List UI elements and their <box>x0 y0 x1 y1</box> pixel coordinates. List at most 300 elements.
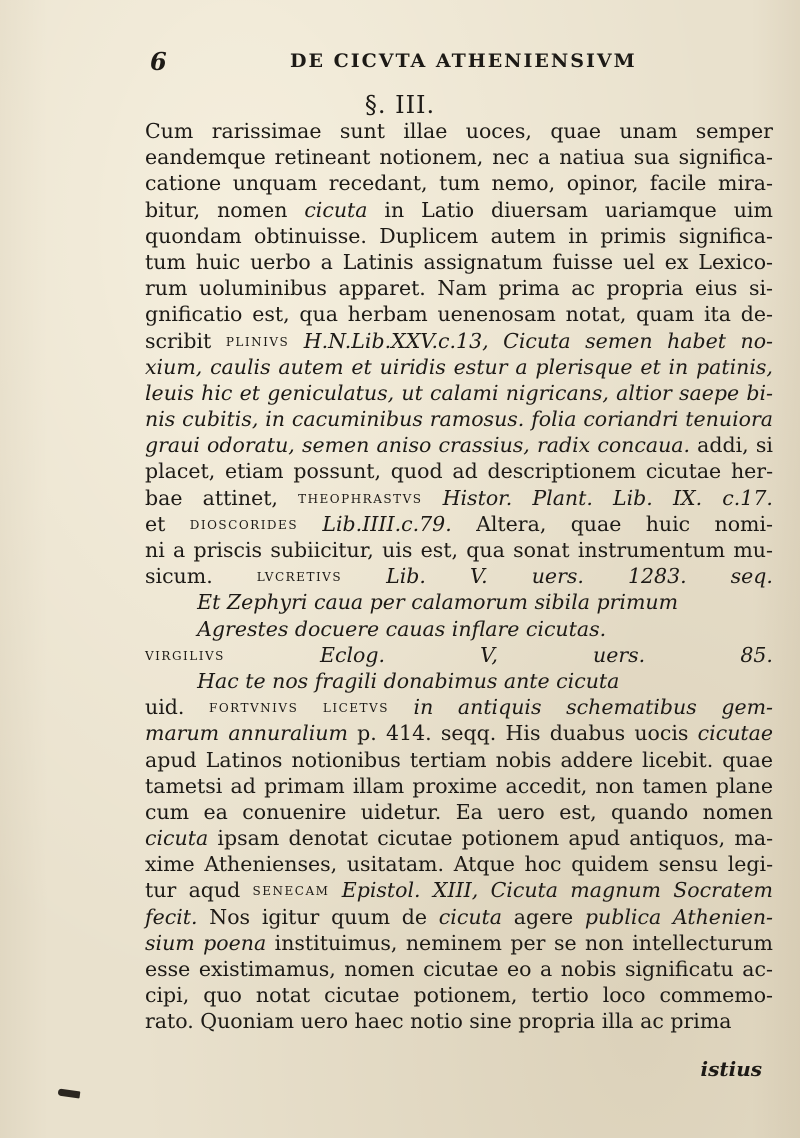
text-word: eandemque <box>145 145 266 170</box>
section-heading: §. III. <box>364 91 436 119</box>
text-word: bitur, <box>145 197 201 222</box>
text-line <box>145 668 773 694</box>
ink-mark <box>58 1089 81 1099</box>
text-line <box>145 249 773 275</box>
text-word: licetvs <box>322 697 389 718</box>
text-word: aniso <box>376 433 432 458</box>
text-word: Epistol. <box>341 878 421 903</box>
text-word: xime <box>145 852 195 877</box>
text-word: uariamque <box>604 197 717 222</box>
text-line <box>145 485 773 511</box>
text-word: Lib.IIII.c.79. <box>322 511 452 536</box>
text-word: hoc <box>524 852 562 877</box>
text-word: annuralium <box>228 721 348 746</box>
text-word: virgilivs <box>145 644 225 665</box>
text-word: Plant. <box>532 485 593 510</box>
body-text <box>145 118 773 1035</box>
text-word: huic <box>645 511 691 536</box>
text-word: folia <box>531 407 577 432</box>
text-word: nomi- <box>714 511 773 536</box>
text-line <box>145 432 773 458</box>
text-word: radix <box>536 433 591 458</box>
text-word: notionibus <box>291 747 401 772</box>
text-word: placet, <box>145 459 216 484</box>
text-word: nemo, <box>491 171 556 196</box>
text-word: Lexico- <box>698 249 773 274</box>
text-word: plerisque <box>535 354 633 379</box>
text-word: gnificatio <box>145 302 243 327</box>
text-word: tum <box>145 249 186 274</box>
text-word: sensu <box>658 852 719 877</box>
text-word: primis <box>600 223 667 248</box>
text-word: magnum <box>570 878 661 903</box>
text-word: sonat <box>513 538 570 562</box>
text-word: cicuta <box>438 904 502 929</box>
text-word: Ea <box>455 799 483 824</box>
text-word: tamen <box>642 773 708 798</box>
text-word: semper <box>695 119 773 143</box>
text-word: in <box>384 197 405 222</box>
text-word: uers. <box>531 564 584 589</box>
text-word: addere <box>560 747 633 772</box>
text-line <box>145 1008 773 1034</box>
text-word: quando <box>611 799 689 824</box>
text-word: uidetur. <box>360 799 442 824</box>
text-word: intellecturum <box>632 930 773 955</box>
text-word: graui <box>145 433 200 458</box>
text-word: esse <box>145 957 191 981</box>
text-word: quae <box>570 511 622 536</box>
text-word: mira- <box>718 171 773 196</box>
text-segment: Agrestes docuere cauas inflare cicutas. <box>145 616 607 641</box>
text-line <box>145 694 773 720</box>
text-word: uid. <box>145 695 185 720</box>
text-word: bae <box>145 485 183 510</box>
text-word: Altera, <box>476 511 547 536</box>
text-word: Lib. <box>613 485 653 510</box>
text-word: retineant <box>274 145 371 170</box>
text-word: nis <box>145 407 176 432</box>
text-word: XIII, <box>432 878 479 903</box>
text-word: ni <box>145 538 165 562</box>
text-word: semen <box>585 328 653 353</box>
text-word: et <box>239 380 260 405</box>
text-word: de- <box>740 302 773 327</box>
text-line <box>145 825 773 851</box>
text-word: marum <box>145 721 220 746</box>
text-word: antiquos, <box>629 826 726 851</box>
text-word: nec <box>492 145 530 170</box>
text-word: V, <box>480 642 498 667</box>
text-word: V. <box>469 564 488 589</box>
text-word: ad <box>230 773 256 798</box>
text-word: significa- <box>678 223 773 248</box>
text-word: opinor, <box>566 171 639 196</box>
text-word: uocis <box>634 721 689 746</box>
text-word: c.17. <box>722 485 773 510</box>
text-word: et <box>351 354 372 379</box>
text-line <box>145 720 773 746</box>
text-word: mu- <box>733 538 773 562</box>
text-word: a <box>173 538 186 562</box>
text-word: subiicitur, <box>270 538 374 562</box>
text-word: est, <box>252 302 290 327</box>
text-word: sunt <box>339 119 385 143</box>
text-word: Duplicem <box>379 223 479 248</box>
text-word: nomen <box>702 799 773 824</box>
text-word: ad <box>452 459 478 484</box>
text-word: seq. <box>730 564 773 589</box>
text-word: uim <box>733 197 773 222</box>
text-word: cicuta <box>304 197 368 222</box>
text-line <box>145 956 773 982</box>
text-line <box>145 799 773 825</box>
text-segment: Et Zephyri caua per calamorum sibila primum <box>145 590 679 615</box>
text-word: unquam <box>232 171 318 196</box>
text-word: si- <box>748 276 773 301</box>
running-title: DE CICVTA ATHENIENSIVM <box>290 50 637 72</box>
text-line <box>145 275 773 301</box>
text-word: notionem, <box>379 145 484 170</box>
text-word: Athenien- <box>672 904 773 929</box>
text-word: Latinis <box>342 249 414 274</box>
text-word: et <box>145 511 166 536</box>
text-word: her- <box>730 459 773 484</box>
text-word: uel <box>623 249 655 274</box>
text-word: loco <box>602 983 646 1008</box>
text-word: tenuiora <box>685 407 773 432</box>
text-word: usitatam. <box>346 852 445 877</box>
text-word: leuis <box>145 380 194 405</box>
text-word: Socratem <box>673 878 773 903</box>
text-word: cicutae <box>697 721 773 746</box>
text-word: in <box>568 223 588 248</box>
text-word: natiua <box>559 145 625 170</box>
text-word: huic <box>195 249 241 274</box>
text-word: assignatum <box>423 249 543 274</box>
text-word: neminem <box>405 930 502 955</box>
text-word: a <box>539 957 553 981</box>
text-word: 85. <box>740 642 773 667</box>
text-word: unam <box>619 119 678 143</box>
text-line <box>145 380 773 406</box>
text-word: p. <box>357 721 377 746</box>
text-word: quo <box>203 983 242 1008</box>
text-word: calami <box>430 380 499 405</box>
text-word: Latinos <box>205 747 283 772</box>
text-word: potionem <box>461 826 560 851</box>
text-line <box>145 328 773 354</box>
text-word: tertio <box>531 983 589 1008</box>
text-word: tertiam <box>409 747 487 772</box>
text-word: apud <box>568 826 621 851</box>
text-word: antiquis <box>457 695 542 720</box>
text-word: ramosus. <box>429 407 525 432</box>
text-word: uoluminibus <box>199 276 327 301</box>
text-word: in <box>265 407 285 432</box>
text-word: cipi, <box>145 983 190 1008</box>
text-word: significatu <box>624 957 734 981</box>
text-segment: rato. Quoniam uero haec notio sine propria illa ac prima <box>145 1009 732 1034</box>
text-word: patinis, <box>696 354 773 379</box>
text-word: cum <box>145 799 190 824</box>
text-word: fuisse <box>552 249 614 274</box>
text-word: non <box>585 930 624 955</box>
text-word: uiridis <box>379 354 446 379</box>
text-word: Eclog. <box>320 642 385 667</box>
text-word: tum <box>439 171 480 196</box>
text-word: saepe <box>679 380 740 405</box>
text-word: schematibus <box>566 695 697 720</box>
text-word: sium <box>145 930 195 955</box>
text-word: diuersam <box>490 197 588 222</box>
text-word: eius <box>695 276 738 301</box>
text-word: nigricans, <box>505 380 609 405</box>
text-word: bi- <box>746 380 773 405</box>
text-word: duabus <box>549 721 626 746</box>
text-word: per <box>510 930 546 955</box>
text-word: Histor. <box>442 485 513 510</box>
text-word: si <box>755 433 773 458</box>
text-word: autem <box>278 354 344 379</box>
text-word: instituimus, <box>274 930 398 955</box>
text-word: primam <box>264 773 345 798</box>
text-word: a <box>538 145 551 170</box>
text-line <box>145 406 773 432</box>
text-word: quidem <box>571 852 649 877</box>
text-word: Atque <box>453 852 515 877</box>
text-word: notat <box>255 983 311 1008</box>
text-word: coriandri <box>583 407 679 432</box>
text-word: hic <box>201 380 233 405</box>
text-word: quondam <box>145 223 242 248</box>
text-word: nomen <box>344 957 415 981</box>
text-word: etiam <box>225 459 284 484</box>
text-word: Lib. <box>386 564 426 589</box>
text-word: crassius, <box>438 433 530 458</box>
text-word: illae <box>403 119 448 143</box>
text-word: lvcretivs <box>256 566 343 587</box>
text-word: obtinuisse. <box>254 223 367 248</box>
text-word: qua <box>299 302 338 327</box>
text-word: nomen <box>217 197 288 222</box>
text-word: facile <box>649 171 707 196</box>
text-word: quod <box>390 459 443 484</box>
text-word: herbam <box>347 302 428 327</box>
text-word: IX. <box>672 485 703 510</box>
text-word: uers. <box>593 642 646 667</box>
text-word: de <box>401 904 428 929</box>
text-line <box>145 616 773 642</box>
text-line <box>145 458 773 484</box>
text-word: plinivs <box>225 330 290 351</box>
text-word: His <box>505 721 541 746</box>
text-word: no- <box>740 328 773 353</box>
text-line <box>145 170 773 196</box>
text-word: habet <box>667 328 726 353</box>
text-word: 1283. <box>627 564 687 589</box>
text-line <box>145 511 773 537</box>
text-word: estur <box>453 354 508 379</box>
text-word: ut <box>401 380 423 405</box>
text-word: quum <box>331 904 391 929</box>
text-line <box>145 563 773 589</box>
text-word: apparet. <box>338 276 426 301</box>
text-word: ma- <box>734 826 773 851</box>
text-word: senecam <box>252 880 330 901</box>
text-word: uero <box>497 799 545 824</box>
text-word: semen <box>301 433 370 458</box>
text-word: cacuminibus <box>291 407 423 432</box>
text-line <box>145 642 773 668</box>
text-word: 414. <box>386 721 432 746</box>
text-word: a <box>515 354 528 379</box>
text-word: dioscorides <box>189 513 299 534</box>
text-line <box>145 537 773 563</box>
text-word: Nam <box>437 276 487 301</box>
text-line <box>145 118 773 144</box>
text-word: legi- <box>727 852 773 877</box>
text-line <box>145 773 773 799</box>
text-word: nobis <box>560 957 617 981</box>
text-word: agere <box>513 904 574 929</box>
text-word: descriptionem <box>487 459 637 484</box>
text-word: caulis <box>210 354 271 379</box>
text-word: recedant, <box>328 171 428 196</box>
text-word: concaua. <box>597 433 691 458</box>
text-word: publica <box>584 904 662 929</box>
text-word: autem <box>490 223 556 248</box>
text-word: seqq. <box>440 721 497 746</box>
text-line <box>145 982 773 1008</box>
text-word: ipsam <box>217 826 280 851</box>
text-word: accedit, <box>505 773 588 798</box>
text-line <box>145 144 773 170</box>
text-line <box>145 747 773 773</box>
text-word: et <box>640 354 661 379</box>
text-word: cicuta <box>145 826 209 851</box>
text-word: commemo- <box>659 983 773 1008</box>
text-word: in <box>413 695 434 720</box>
text-line <box>145 354 773 380</box>
text-line <box>145 877 773 903</box>
text-word: illam <box>352 773 405 798</box>
text-line <box>145 589 773 615</box>
text-word: a <box>320 249 333 274</box>
text-word: propria <box>606 276 684 301</box>
text-word: cicutae <box>324 983 400 1008</box>
text-word: quae <box>722 747 773 772</box>
text-word: tametsi <box>145 773 223 798</box>
text-word: Cicuta <box>490 878 558 903</box>
text-word: nobis <box>495 747 552 772</box>
text-word: denotat <box>288 826 368 851</box>
catchword: istius <box>700 1057 762 1081</box>
text-word: addi, <box>697 433 749 458</box>
text-word: prima <box>498 276 560 301</box>
text-word: ita <box>703 302 731 327</box>
text-segment: Hac te nos fragili donabimus ante cicuta <box>145 668 620 693</box>
text-word: priscis <box>193 538 263 562</box>
text-word: possunt, <box>293 459 382 484</box>
text-word: potionem, <box>413 983 518 1008</box>
text-word: xium, <box>145 354 203 379</box>
text-word: quam <box>636 302 695 327</box>
text-word: cicutae <box>645 459 722 484</box>
text-word: H.N.Lib.XXV.c.13, <box>303 328 489 353</box>
text-word: fortvnivs <box>209 697 299 718</box>
text-word: tur <box>145 878 177 903</box>
text-word: aqud <box>188 878 241 903</box>
text-word: cicutae <box>423 957 499 981</box>
text-word: ex <box>664 249 689 274</box>
text-word: theophrastvs <box>298 487 423 508</box>
text-word: Cum <box>145 119 194 143</box>
text-word: eo <box>506 957 532 981</box>
text-word: odoratu, <box>207 433 295 458</box>
text-word: notat, <box>565 302 627 327</box>
text-word: ac <box>571 276 595 301</box>
text-word: cicutae <box>377 826 453 851</box>
text-word: igitur <box>261 904 320 929</box>
text-word: poena <box>203 930 267 955</box>
text-word: geniculatus, <box>267 380 395 405</box>
text-line <box>145 904 773 930</box>
text-word: proxime <box>412 773 498 798</box>
text-word: instrumentum <box>577 538 726 562</box>
text-word: se <box>553 930 577 955</box>
text-word: ea <box>203 799 228 824</box>
text-line <box>145 851 773 877</box>
text-word: apud <box>145 747 197 772</box>
text-word: gem- <box>721 695 773 720</box>
text-word: plane <box>715 773 773 798</box>
text-word: significa- <box>678 145 773 170</box>
text-word: rum <box>145 276 188 301</box>
text-line <box>145 301 773 327</box>
page-number: 6 <box>150 47 167 76</box>
text-word: quae <box>550 119 601 143</box>
text-line <box>145 930 773 956</box>
text-word: non <box>595 773 635 798</box>
text-word: fecit. <box>145 904 198 929</box>
text-word: qua <box>466 538 505 562</box>
text-word: uis <box>382 538 413 562</box>
text-word: Cicuta <box>503 328 571 353</box>
text-word: scribit <box>145 328 212 353</box>
text-word: altior <box>616 380 672 405</box>
text-word: in <box>668 354 689 379</box>
text-word: sicum. <box>145 564 213 589</box>
text-line <box>145 223 773 249</box>
text-word: sua <box>633 145 670 170</box>
text-word: uoces, <box>465 119 532 143</box>
text-line <box>145 197 773 223</box>
text-word: Latio <box>421 197 475 222</box>
text-word: est, <box>420 538 459 562</box>
text-word: uerbo <box>250 249 311 274</box>
text-word: attinet, <box>202 485 278 510</box>
text-word: rarissimae <box>211 119 322 143</box>
text-word: conuenire <box>242 799 347 824</box>
text-word: cubitis, <box>182 407 259 432</box>
text-word: existimamus, <box>198 957 336 981</box>
text-word: uenenosam <box>437 302 556 327</box>
text-word: est, <box>559 799 597 824</box>
text-word: Nos <box>209 904 251 929</box>
text-word: ac- <box>742 957 773 981</box>
text-word: catione <box>145 171 222 196</box>
